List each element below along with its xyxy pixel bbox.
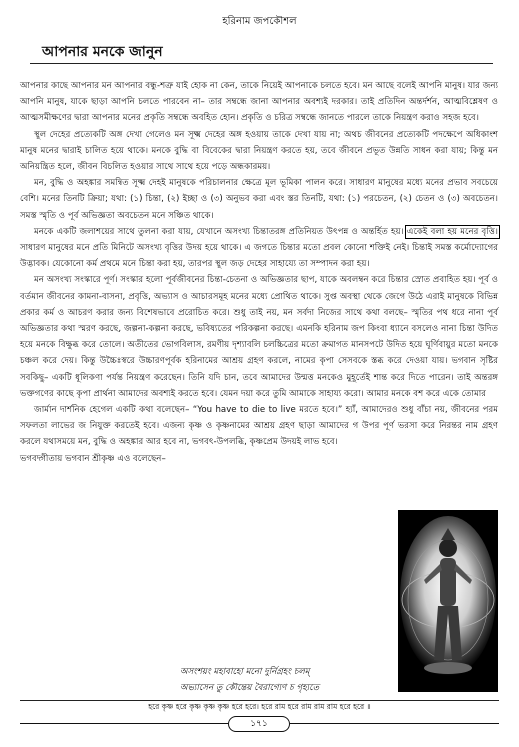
chapter-title: আপনার মনকে জানুন: [42, 44, 163, 60]
paragraph: [20, 402, 498, 451]
deity-illustration-svg: [398, 510, 498, 692]
page-number-line-left: [20, 723, 228, 724]
paragraph-text: জার্মান দার্শনিক হেগেল একটি কথা বলেছেন– “You have to die to live: [34, 405, 296, 416]
paragraph-text: সাধারণ মানুষের মনে প্রতি মিনিটে অসংখ্য বৃত্তির উদয় হয়ে থাকে। এ জগতে চিন্তার মতো প্রবল কোনো শক্তিই নেই। চিন্তাই সমস্ত কর্মোদ্যোগের উদ্ভাবক। যেকোনো কর্ম প্রথমে মনে চিন্তা করা হয়, তারপর স্থূল জড় দেহের সাহায্যে তা সম্পাদন করা হয়।: [20, 243, 498, 270]
paragraph: মন অসংখ্য সংস্কারে পূর্ণ। সংস্কার হলো পূর্বজীবনের চিন্তা-চেতনা ও অভিজ্ঞতার ছাপ, যাকে অবলম্বন করে চিন্তার স্রোত প্রবাহিত হয়। পূর্ব ও বর্তমান জীবনের কামনা-বাসনা, প্রবৃত্তি, অভ্যাস ও আচারসমূহ মনের মধ্যে প্রোথিত থাকে। সুপ্ত অবস্থা থেকে জেগে উঠে এরাই মানুষকে বিভিন্ন প্রকার কর্ম ও আচরণ করার জন্য বিশেষভাবে প্ররোচিত করে। শুধু তাই নয়, মন সর্বদা নিজের সাথে কথা বলছে– স্মৃতির পথ ধরে নানা পূর্ব অভিজ্ঞতার কথা স্মরণ করছে, জল্পনা-কল্পনা করছে, ভবিষ্যতের পরিকল্পনা করছে। এমনকি হরিনাম জপ কিংবা ধ্যানে বসলেও নানা চিন্তা উদিত হয়ে মনকে বিক্ষুব্ধ করে তোলে। অতীতের ভোগবিলাস, রমণীয় দৃশ্যাবলি চলচ্চিত্রের মতো ক্রমাগত মানসপটে উদিত হয়ে ঘূর্ণিবায়ুর মতো মনকে চঞ্চল করে দেয়। কিন্তু উচ্চৈঃস্বরে উচ্চারণপূর্বক হরিনামের আশ্রয় গ্রহণ করলে, নামের কৃপা সেসবকে স্তব্ধ করে দেওয়া যায়। ভগবান সৃষ্টির সবকিছু– একটি ধূলিকণা পর্যন্ত নিয়ন্ত্রণ করেছেন। তিনি যদি চান, তবে আমাদের উন্মত্ত মনকেও মুহূর্তেই শান্ত করে দিতে পারেন। তাই অন্তরঙ্গ ভক্তগণের কাছে কৃপা প্রার্থনা আমাদের অবশ্যই করতে হবে। যেমন দয়া করে তুমি আমাকে সাহায্য করো। আমার মনকে বশ করে একে তোমার: [20, 275, 498, 399]
footer-mantra: হরে কৃষ্ণ হরে কৃষ্ণ কৃষ্ণ কৃষ্ণ হরে হরে। হরে রাম হরে রাম রাম রাম হরে হরে ॥: [148, 702, 371, 711]
paragraph: আপনার কাছে আপনার মন আপনার বন্ধু-শত্রু যাই হোক না কেন, তাকে নিয়েই আপনাকে চলতে হবে। মন আছে বলেই আপনি মানুষ। যার জন্য আপনি মানুষ, যাকে ছাড়া আপনি চলতে পারবেন না– তার সম্বন্ধে জানা আপনার অবশ্যই দরকার। তাই প্রতিদিন অন্তর্দর্শন, আত্মবিশ্লেষণ ও আত্মসমীক্ষণের দ্বারা আপনার মনের প্রকৃতি সম্বন্ধে অবহিত হোন। প্রকৃতি ও চরিত্র সম্বন্ধে জানতে পারলে তাকে নিয়ন্ত্রণ করাও সহজ হবে।: [20, 81, 498, 124]
paragraph: ভগবদ্গীতায় ভগবান শ্রীকৃষ্ণ এও বলেছেন–: [20, 453, 166, 464]
body-text: [20, 78, 498, 467]
page-number: ১৭১: [228, 716, 290, 732]
paragraph: স্থূল দেহের প্রত্যেকটি অঙ্গ দেখা গেলেও মন সূক্ষ্ম দেহের অঙ্গ হওয়ায় তাকে দেখা যায় না; অথচ জীবনের প্রত্যেকটি পদক্ষেপে অধিকাংশ মানুষ মনের দ্বারাই চালিত হয়ে থাকে। মনকে বুদ্ধি বা বিবেকের দ্বারা নিয়ন্ত্রণ করতে হয়, তবে জীবনে প্রভূত উন্নতি সাধন করা যায়; কিন্তু মন অনিয়ন্ত্রিত হলে, জীবন বিচলিত হওয়ার সাথে সাথে হয়ে পড়ে অন্ধকারময়।: [20, 129, 498, 173]
verse-line: অভ্যাসেন তু কৌন্তেয় বৈরাগ্যেণ চ গৃহ্যতে: [180, 683, 320, 693]
paragraph: মন, বুদ্ধি ও অহঙ্কার সমন্বিত সূক্ষ্ম দেহই মানুষকে পরিচালনার ক্ষেত্রে মূল ভূমিকা পালন করে। সাধারণ মানুষের মধ্যে মনের প্রভাব সবচেয়ে বেশি। মনের তিনটি ক্রিয়া; যথা: (১) চিন্তা, (২) ইচ্ছা ও (৩) অনুভব করা এবং স্তর তিনটি, যথা: (১) পরচেতন, (২) চেতন ও (৩) অবচেতন। সমস্ত স্মৃতি ও পূর্ব অভিজ্ঞতা অবচেতন মনে সঞ্চিত থাকে।: [20, 178, 498, 221]
paragraph: [20, 224, 498, 273]
running-head: হরিনাম জপকৌশল: [222, 16, 297, 27]
highlighted-phrase: একেই বলা হয় মনের বৃত্তি।: [406, 226, 499, 237]
paragraph-text: মনকে একটি জলাশয়ের সাথে তুলনা করা যায়, যেখানে অসংখ্য চিন্তাতরঙ্গ প্রতিনিয়ত উৎপন্ন ও অন্তর্হিত হয়।: [34, 226, 404, 237]
verse-line: অসংশয়ং মহাবাহো মনো দুর্নিগ্রহং চলম্: [180, 667, 310, 677]
deity-illustration: [398, 510, 498, 692]
page-number-line-right: [290, 723, 499, 724]
title-divider: [30, 63, 493, 64]
paragraph-text: মরতে হবে।” হ্যাঁ, আমাদেরও শুধু বাঁচা নয়, জীবনের পরম সফলতা লাভের জ নিযুক্ত করতেই হবে। এজন্য কৃষ্ণ ও কৃষ্ণনামের আশ্রয় গ্রহণ ছাড়া আমাদের গ উপর পূর্ণ ভরসা করে নিরন্তর নাম গ্রহণ করলে যথাসময়ে মন, বুদ্ধি ও অহঙ্কার আর হবে না, ভগবৎ-উপলব্ধি, কৃষ্ণপ্রেম উদয়ই লাভ হবে।: [20, 405, 498, 448]
footer-divider: [20, 700, 499, 701]
